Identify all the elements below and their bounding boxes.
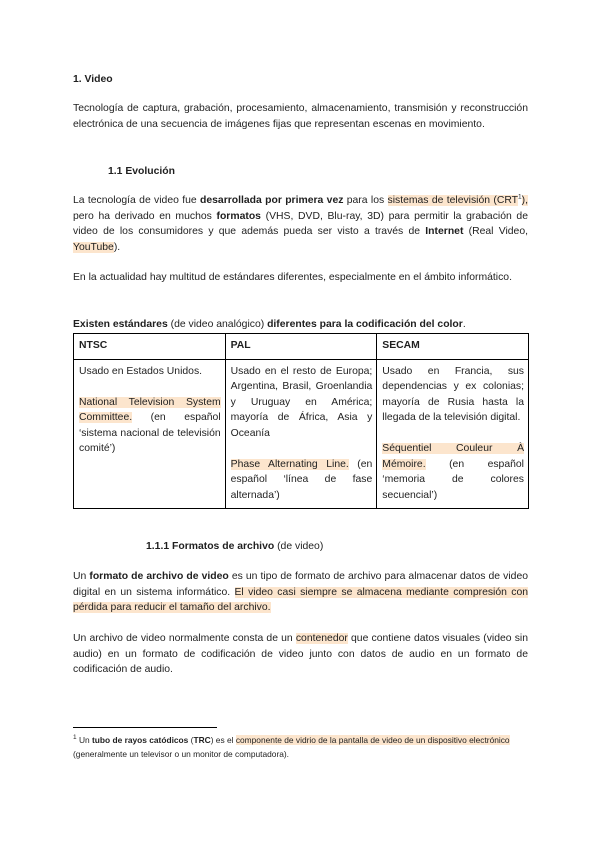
highlight-youtube: YouTube	[73, 241, 114, 253]
table-cell-pal: Usado en el resto de Europa; Argentina, Brasil, Groenlandia y Uruguay en América; mayoría de África, Asia y Oceanía Phase Alternating Line. (en español ‘línea de fase alternada’)	[225, 359, 377, 509]
footnote-divider	[73, 727, 217, 728]
subsection-heading-formatos: 1.1.1 Formatos de archivo (de video)	[146, 541, 324, 552]
video-definition: Tecnología de captura, grabación, procesamiento, almacenamiento, transmisión y reconstrucción electrónica de una secuencia de imágenes fijas que representan escenas en movimiento.	[73, 103, 528, 130]
table-header-ntsc: NTSC	[74, 334, 226, 360]
evolucion-paragraph-2: En la actualidad hay multitud de estándares diferentes, especialmente en el ámbito informático.	[73, 272, 512, 283]
section-heading: 1. Video	[73, 74, 113, 85]
table-row	[74, 359, 529, 509]
footnote-number: 1	[73, 734, 77, 742]
table-cell-ntsc: Usado en Estados Unidos. National Television System Committee. (en español ‘sistema nacional de televisión comité’)	[74, 359, 226, 509]
subsection-heading-evolucion: 1.1 Evolución	[108, 166, 175, 177]
evolucion-paragraph-1: La tecnología de video fue desarrollada por primera vez para los sistemas de televisión (CRT$^1$), pero ha derivado en muchos formatos (VHS, DVD, Blu-ray, 3D) para permitir la grabación de video de los consumidores y que además pueda ser visto a través de Internet (Real Video, YouTube).	[73, 193, 528, 253]
highlight-compresion: El video casi siempre se almacena mediante compresión con pérdida para reducir el tamaño del archivo.	[73, 586, 529, 613]
formatos-paragraph-2: Un archivo de video normalmente consta de un contenedor que contiene datos visuales (video sin audio) en un formato de codificación de video junto con datos de audio en un formato de codificación de audio.	[73, 633, 529, 675]
footnote: $^1$ Un tubo de rayos catódicos (TRC) es el componente de vidrio de la pantalla de video de un dispositivo electrónico (generalmente un televisor o un monitor de computadora).	[73, 734, 510, 759]
highlight-contenedor: contenedor	[295, 633, 348, 644]
formatos-paragraph-1: Un formato de archivo de video es un tipo de formato de archivo para almacenar datos de video digital en un sistema informático. El video casi siempre se almacena mediante compresión con pérdida para reducir el tamaño del archivo.	[73, 571, 529, 613]
table-cell-secam: Usado en Francia, sus dependencias y ex colonias; mayoría de Rusia hasta la llegada de la televisión digital. Séquentiel Couleur À Mémoire. (en español ‘memoria de colores secuencial’)	[377, 359, 529, 509]
table-header-secam: SECAM	[377, 334, 529, 360]
footnote-ref[interactable]: 1	[518, 193, 522, 201]
highlight-footnote: componente de vidrio de la pantalla de video de un dispositivo electrónico	[235, 735, 510, 745]
highlight: sistemas de televisión	[387, 195, 491, 206]
table-header-pal: PAL	[225, 334, 377, 360]
standards-table	[73, 333, 529, 509]
standards-intro: Existen estándares (de video analógico) diferentes para la codificación del color.	[73, 319, 466, 330]
table-header-row	[74, 334, 529, 360]
